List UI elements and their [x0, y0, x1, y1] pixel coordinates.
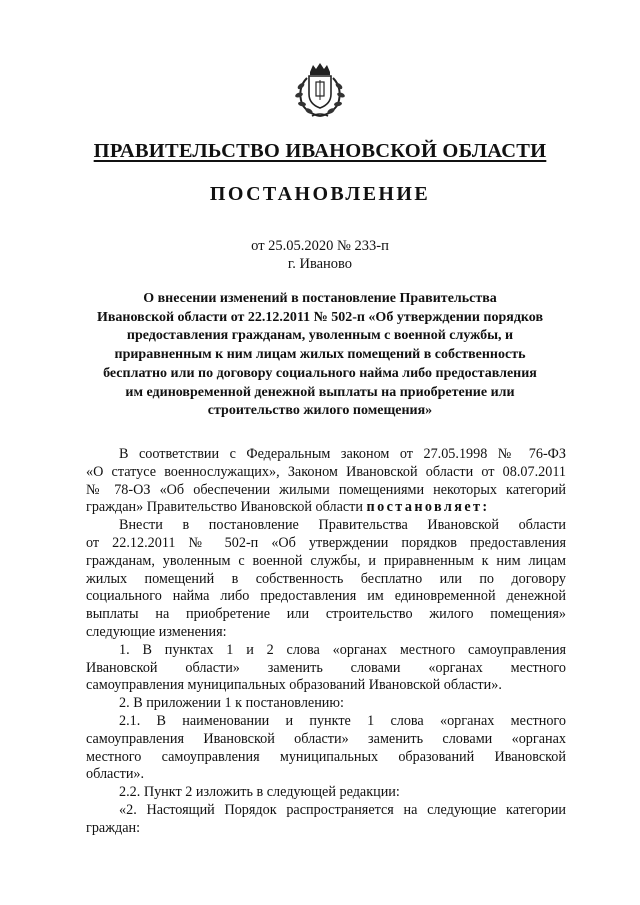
body-line: от 22.12.2011 № 502-п «Об утверждении порядков предоставления: [86, 534, 566, 551]
body-line: Ивановской области» заменить словами «органах местного: [86, 659, 566, 676]
body-line: выплаты на приобретение или строительство жилого помещения»: [86, 606, 566, 623]
body-line: самоуправления Ивановской области» заменить словами «органах: [86, 730, 566, 747]
body-line: 2.2. Пункт 2 изложить в следующей редакции:: [119, 784, 400, 801]
heading-line: Ивановской области от 22.12.2011 № 502-п «Об утверждении порядков: [96, 309, 544, 325]
resolution-heading: [80, 290, 560, 421]
heading-line: предоставления гражданам, уволенным с военной службы, и: [126, 328, 514, 344]
body-line: граждан:: [86, 819, 141, 836]
body-line: области».: [86, 766, 145, 783]
date-and-number: от 25.05.2020 № 233-п: [251, 238, 389, 254]
body-line: № 78-ОЗ «Об обеспечении жилыми помещениями некоторых категорий: [86, 481, 566, 498]
body-line: Внести в постановление Правительства Ивановской области: [119, 517, 566, 534]
body-line-text: граждан» Правительство Ивановской области: [86, 499, 363, 516]
document-type-title: ПОСТАНОВЛЕНИЕ: [209, 183, 431, 205]
document-body: [86, 446, 566, 838]
body-line: 1. В пунктах 1 и 2 слова «органах местного самоуправления: [119, 641, 566, 658]
city: г. Иваново: [287, 256, 353, 272]
body-line: социального найма либо предоставления им единовременной денежной: [86, 588, 566, 605]
body-line: жилых помещений в собственность бесплатно или по договору: [86, 570, 566, 587]
resolves-word: постановляет:: [366, 499, 490, 516]
body-line: «О статусе военнослужащих», Законом Ивановской области от 08.07.2011: [86, 463, 566, 480]
heading-line: О внесении изменений в постановление Правительства: [143, 291, 497, 306]
body-line: 2. В приложении 1 к постановлению:: [119, 695, 344, 712]
body-line: самоуправления муниципальных образований Ивановской области».: [86, 677, 502, 694]
heading-line: бесплатно или по договору социального найма либо предоставления: [103, 365, 537, 381]
heading-line: строительство жилого помещения»: [207, 403, 433, 419]
body-line: [86, 499, 566, 517]
body-line: 2.1. В наименовании и пункте 1 слова «органах местного: [119, 712, 566, 729]
body-line: гражданам, уволенным с военной службы, и приравненным к ним лицам: [86, 552, 566, 569]
body-line: местного самоуправления муниципальных образований Ивановской: [86, 748, 566, 765]
heading-line: приравненным к ним лицам жилых помещений в собственность: [114, 347, 526, 363]
body-line: следующие изменения:: [86, 623, 227, 640]
body-line: «2. Настоящий Порядок распространяется на следующие категории: [119, 801, 566, 818]
heading-line: им единовременной денежной выплаты на приобретение или: [125, 384, 515, 400]
body-line: В соответствии с Федеральным законом от 27.05.1998 № 76-ФЗ: [119, 446, 566, 462]
coat-of-arms-icon: [292, 62, 348, 120]
government-title: ПРАВИТЕЛЬСТВО ИВАНОВСКОЙ ОБЛАСТИ: [93, 140, 547, 162]
